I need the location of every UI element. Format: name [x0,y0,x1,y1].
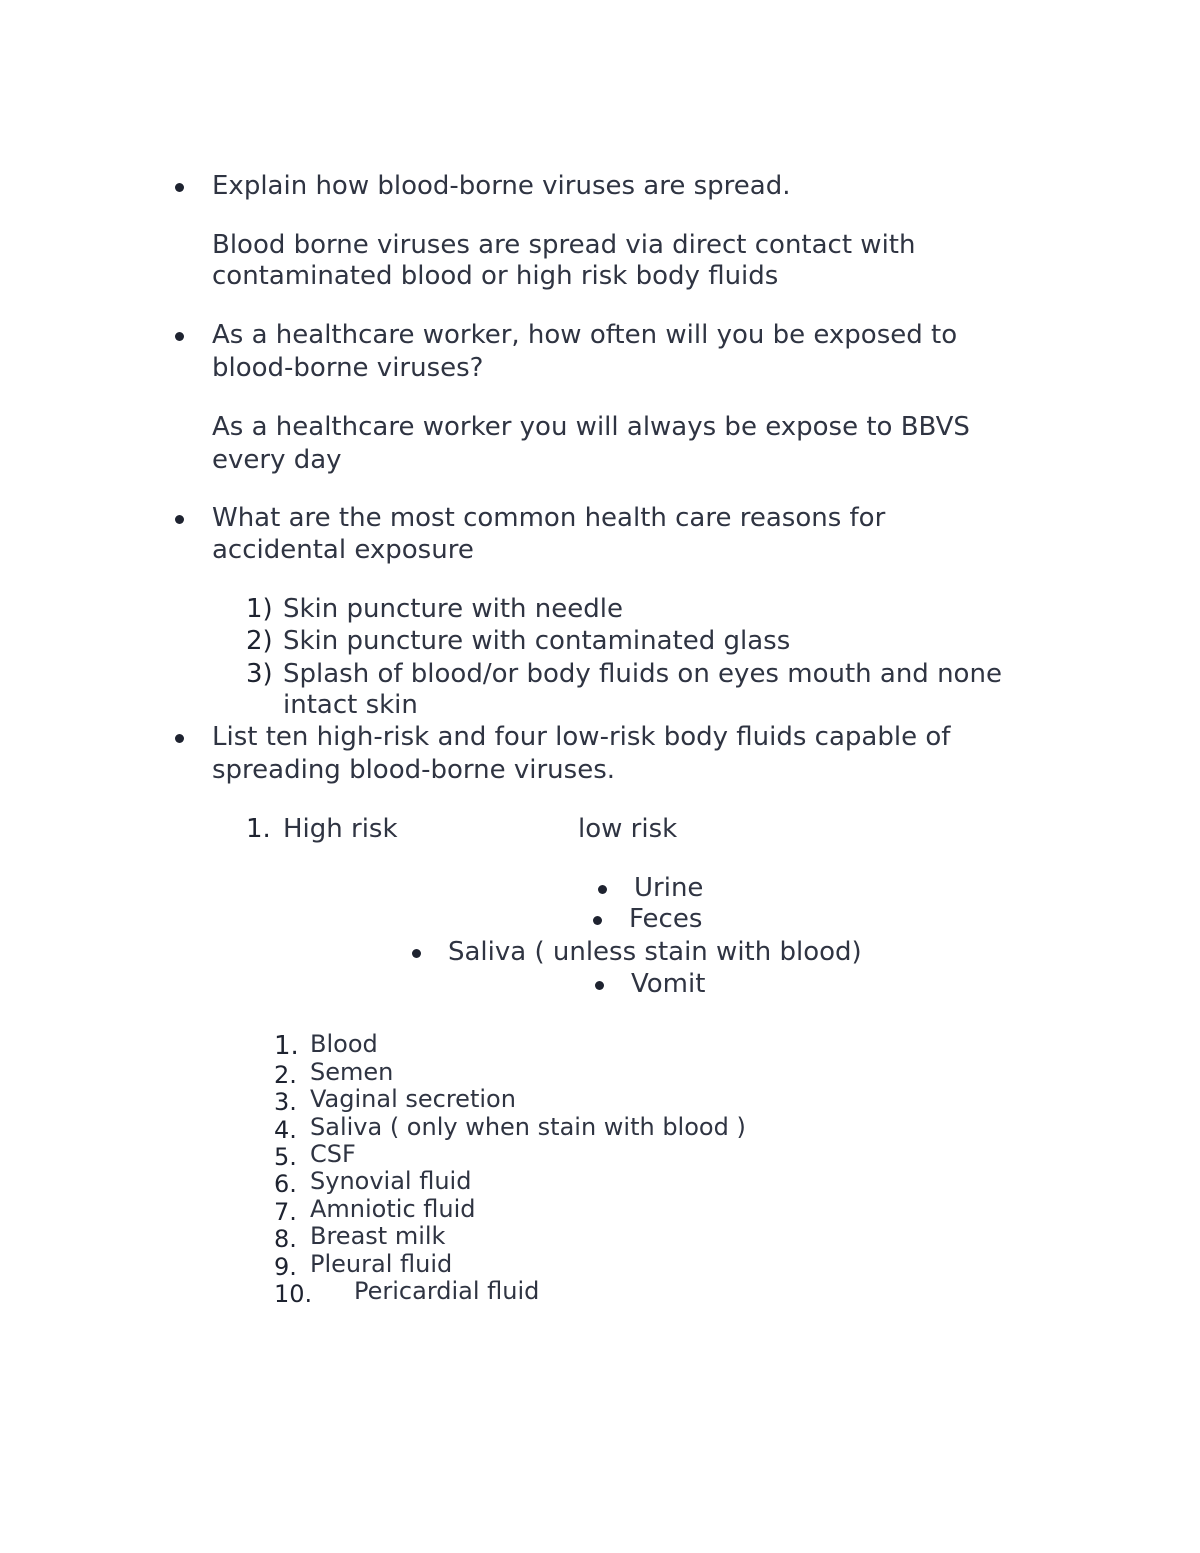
exposure-reason-continued: intact skin [283,690,418,720]
answer-1-line-2: contaminated blood or high risk body fluids [212,261,779,291]
high-risk-item: Pericardial fluid [354,1277,540,1305]
low-risk-item: Saliva ( unless stain with blood) [448,937,862,967]
list-marker: 10. [274,1280,313,1308]
bullet-icon [593,916,602,925]
high-risk-item: Synovial fluid [310,1167,472,1195]
low-risk-item: Vomit [631,969,706,999]
high-risk-item: CSF [310,1140,356,1168]
bullet-icon [175,332,184,341]
low-risk-item: Urine [634,873,704,903]
list-marker: 6. [274,1170,297,1198]
low-risk-heading: low risk [578,814,678,844]
list-marker: 3. [274,1088,297,1116]
low-risk-item: Feces [629,904,703,934]
bullet-icon [175,734,184,743]
question-2-line-2: blood-borne viruses? [212,353,484,383]
bullet-icon [595,981,604,990]
question-4-line-2: spreading blood-borne viruses. [212,755,616,785]
bullet-icon [175,183,184,192]
exposure-reason: Skin puncture with contaminated glass [283,626,791,656]
list-marker: 1) [246,594,273,624]
bullet-icon [175,515,184,524]
list-marker: 4. [274,1116,297,1144]
question-1: Explain how blood-borne viruses are spread. [212,171,791,201]
high-risk-item: Vaginal secretion [310,1085,516,1113]
high-risk-item: Saliva ( only when stain with blood ) [310,1113,746,1141]
question-4-line-1: List ten high-risk and four low-risk body fluids capable of [212,722,951,752]
high-risk-heading: High risk [283,814,398,844]
list-marker: 3) [246,659,273,689]
question-3-line-2: accidental exposure [212,535,474,565]
list-marker: 1. [274,1031,299,1061]
list-marker: 2. [274,1061,297,1089]
high-risk-item: Blood [310,1030,378,1058]
list-marker: 8. [274,1225,297,1253]
list-marker: 2) [246,626,273,656]
answer-2-line-1: As a healthcare worker you will always be expose to BBVS [212,412,970,442]
question-2-line-1: As a healthcare worker, how often will you be exposed to [212,320,958,350]
bullet-icon [598,885,607,894]
list-marker: 5. [274,1143,297,1171]
bullet-icon [412,949,421,958]
high-risk-item: Pleural fluid [310,1250,453,1278]
list-marker: 1. [246,814,271,844]
question-3-line-1: What are the most common health care reasons for [212,503,886,533]
list-marker: 7. [274,1198,297,1226]
answer-1-line-1: Blood borne viruses are spread via direct contact with [212,230,916,260]
high-risk-item: Semen [310,1058,394,1086]
answer-2-line-2: every day [212,445,342,475]
list-marker: 9. [274,1253,297,1281]
exposure-reason: Skin puncture with needle [283,594,623,624]
high-risk-item: Breast milk [310,1222,446,1250]
high-risk-item: Amniotic fluid [310,1195,476,1223]
exposure-reason: Splash of blood/or body fluids on eyes mouth and none [283,659,1002,689]
